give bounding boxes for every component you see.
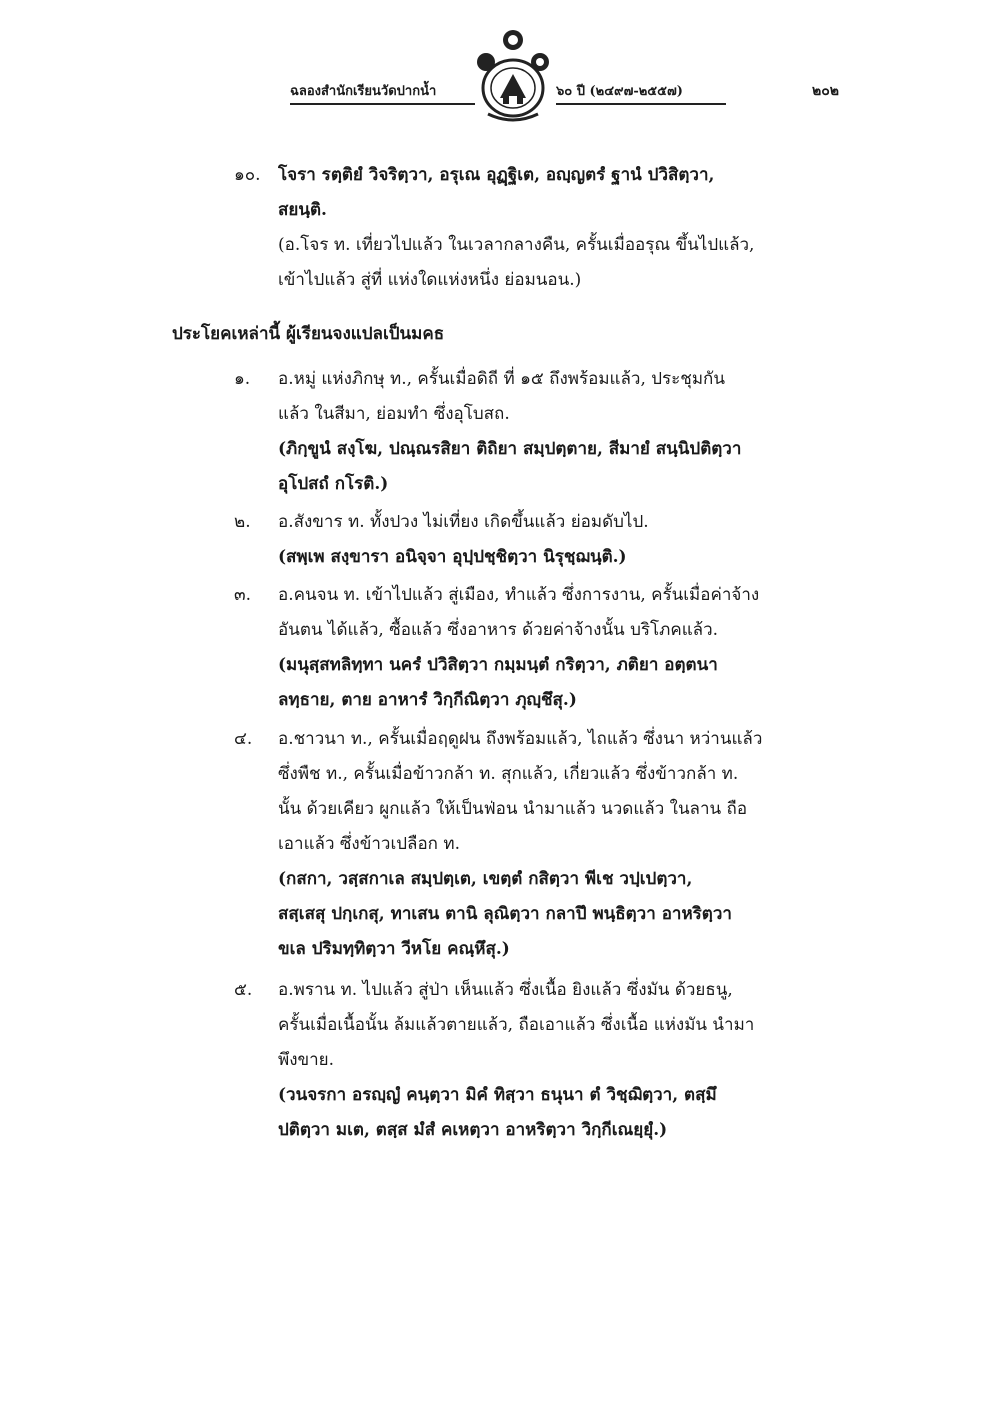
item-3-number: ๓. [234, 585, 252, 605]
thai-line: เข้าไปแล้ว สู่ที่ แห่งใดแห่งหนึ่ง ย่อมนอน.) [278, 270, 582, 290]
pali-line: ปติตฺวา มเต, ตสฺส มํสํ คเหตฺวา อาหริตฺวา วิกฺกีเณยฺยุํ.) [278, 1120, 668, 1140]
pali-line: อุโปสถํ กโรติ.) [278, 474, 389, 494]
thai-line: อ.หมู่ แห่งภิกษุ ท., ครั้นเมื่อดิถี ที่ ๑๕ ถึงพร้อมแล้ว, ประชุมกัน [278, 369, 725, 389]
pali-line: (วนจรกา อรญฺญํ คนฺตฺวา มิคํ ทิสฺวา ธนุนา ตํ วิชฺฌิตฺวา, ตสฺมึ [278, 1085, 717, 1105]
thai-line: (อ.โจร ท. เที่ยวไปแล้ว ในเวลากลางคืน, ครั้นเมื่ออรุณ ขึ้นไปแล้ว, [278, 235, 755, 255]
pali-line: (มนุสฺสทลิทฺทา นครํ ปวิสิตฺวา กมฺมนฺตํ กริตฺวา, ภติยา อตฺตนา [278, 655, 718, 675]
item-2 [278, 505, 868, 575]
header-middle-title: ๖๐ ปี (๒๔๙๗-๒๕๕๗) [556, 80, 726, 105]
item-1-number: ๑. [234, 369, 251, 389]
page-number: ๒๐๒ [812, 83, 840, 99]
temple-emblem-icon [472, 26, 554, 130]
thai-line: แล้ว ในสีมา, ย่อมทำ ซึ่งอุโบสถ. [278, 404, 510, 424]
pali-line: ลทฺธาย, ตาย อาหารํ วิกฺกีณิตฺวา ภุญฺชึสุ.) [278, 690, 577, 710]
thai-line: อ.ชาวนา ท., ครั้นเมื่อฤดูฝน ถึงพร้อมแล้ว, ไถแล้ว ซึ่งนา หว่านแล้ว [278, 729, 763, 749]
thai-line: ซึ่งพืช ท., ครั้นเมื่อข้าวกล้า ท. สุกแล้ว, เกี่ยวแล้ว ซึ่งข้าวกล้า ท. [278, 764, 739, 784]
thai-line: พึงขาย. [278, 1050, 335, 1070]
pali-line: สสฺเสสุ ปกฺเกสุ, ทาเสน ตานิ ลุณิตฺวา กลาปึ พนฺธิตฺวา อาหริตฺวา [278, 904, 732, 924]
thai-line: อ.คนจน ท. เข้าไปแล้ว สู่เมือง, ทำแล้ว ซึ่งการงาน, ครั้นเมื่อค่าจ้าง [278, 585, 760, 605]
thai-line: เอาแล้ว ซึ่งข้าวเปลือก ท. [278, 834, 460, 854]
thai-line: นั้น ด้วยเคียว ผูกแล้ว ให้เป็นฟ่อน นำมาแล้ว นวดแล้ว ในลาน ถือ [278, 799, 748, 819]
item-10-number: ๑๐. [234, 165, 261, 185]
header-left-title: ฉลองสำนักเรียนวัดปากน้ำ [290, 80, 475, 105]
item-1 [278, 362, 868, 502]
pali-line: (สพฺเพ สงฺขารา อนิจฺจา อุปฺปชฺชิตฺวา นิรุชฺฌนฺติ.) [278, 547, 627, 567]
pali-line: สยนฺติ. [278, 200, 327, 220]
pali-line: (ภิกฺขูนํ สงฺโฆ, ปณฺณรสิยา ติถิยา สมฺปตฺตาย, สีมายํ สนฺนิปติตฺวา [278, 439, 742, 459]
item-4 [278, 722, 868, 967]
thai-line: อันตน ได้แล้ว, ซื้อแล้ว ซึ่งอาหาร ด้วยค่าจ้างนั้น บริโภคแล้ว. [278, 620, 719, 640]
pali-line: โจรา รตฺติยํ วิจริตฺวา, อรุเณ อุฏฺฐิเต, อญฺญตรํ ฐานํ ปวิสิตฺวา, [278, 165, 715, 185]
item-10 [278, 158, 868, 298]
section-heading: ประโยคเหล่านี้ ผู้เรียนจงแปลเป็นมคธ [172, 324, 445, 344]
item-4-number: ๔. [234, 729, 253, 749]
item-5-number: ๕. [234, 980, 253, 1000]
thai-line: ครั้นเมื่อเนื้อนั้น ล้มแล้วตายแล้ว, ถือเอาแล้ว ซึ่งเนื้อ แห่งมัน นำมา [278, 1015, 755, 1035]
item-3 [278, 578, 868, 718]
page-header [0, 0, 1000, 140]
thai-line: อ.พราน ท. ไปแล้ว สู่ป่า เห็นแล้ว ซึ่งเนื้อ ยิงแล้ว ซึ่งมัน ด้วยธนู, [278, 980, 733, 1000]
thai-line: อ.สังขาร ท. ทั้งปวง ไม่เที่ยง เกิดขึ้นแล้ว ย่อมดับไป. [278, 512, 649, 532]
item-2-number: ๒. [234, 512, 251, 532]
pali-line: ขเล ปริมทฺทิตฺวา วีหโย คณฺหึสุ.) [278, 939, 510, 959]
item-5 [278, 973, 868, 1148]
pali-line: (กสกา, วสฺสกาเล สมฺปตฺเต, เขตฺตํ กสิตฺวา พีเช วปฺเปตฺวา, [278, 869, 693, 889]
